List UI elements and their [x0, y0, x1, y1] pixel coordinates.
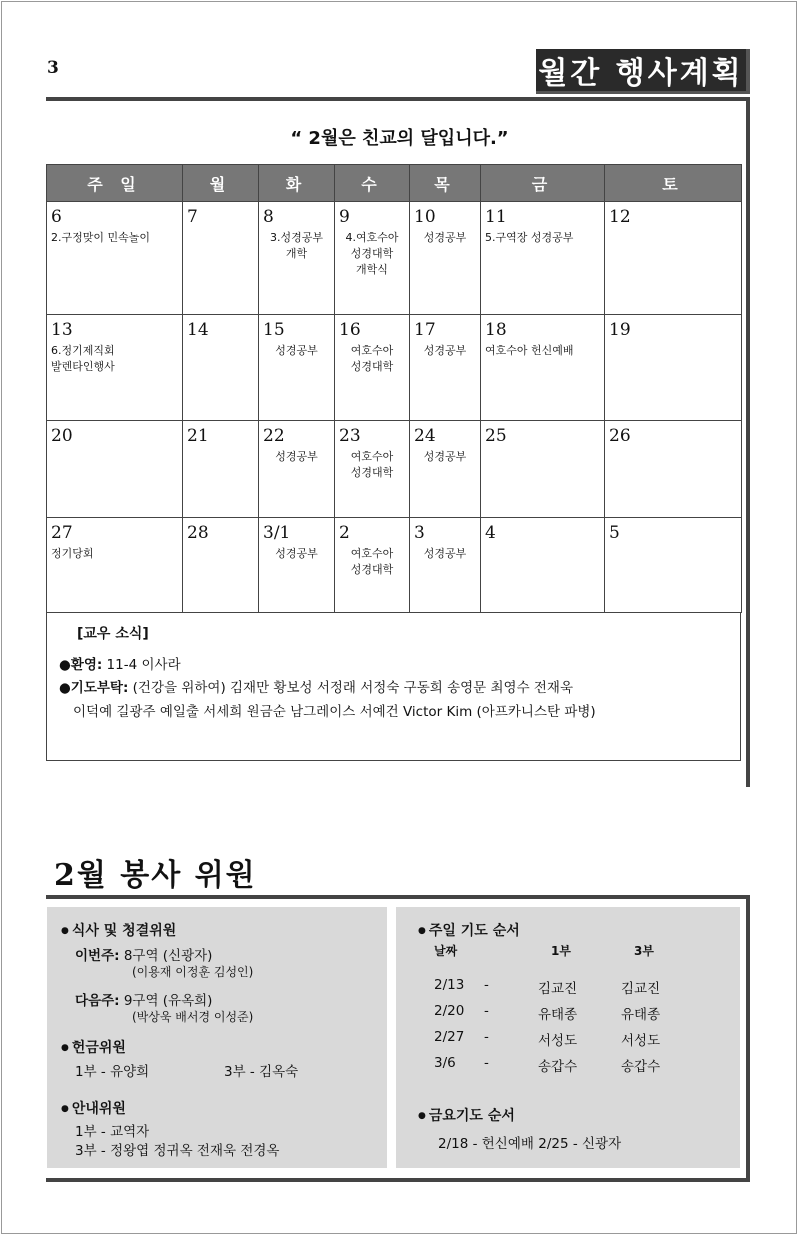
calendar-day-cell: [259, 518, 335, 613]
meal-next-week-label: 다음주:: [75, 993, 120, 1009]
service-committee-title: 2월 봉사 위원: [54, 858, 257, 893]
calendar-day-number: 28: [187, 523, 209, 543]
calendar-day-cell: [410, 421, 481, 518]
service-right-panel: [396, 907, 740, 1168]
sunday-prayer-third: 서성도: [621, 1033, 661, 1049]
calendar-event: 6.정기제직회 발렌타인행사: [51, 344, 115, 373]
calendar-day-cell: [481, 518, 605, 613]
calendar-day-number: 13: [51, 320, 73, 340]
calendar-week-row: [47, 518, 742, 613]
meal-this-week-value: 8구역 (신광자): [119, 948, 213, 964]
header-wednesday: 수: [335, 165, 410, 202]
page-number: 3: [47, 58, 59, 78]
calendar-day-number: 23: [339, 426, 361, 446]
header-saturday: 토: [605, 165, 742, 202]
calendar-event: 정기당회: [51, 547, 94, 560]
calendar-day-number: 4: [485, 523, 496, 543]
calendar-day-cell: [481, 315, 605, 421]
calendar-day-number: 17: [414, 320, 436, 340]
calendar-day-number: 10: [414, 207, 436, 227]
offering-first-service: 1부 - 유양희: [75, 1064, 150, 1080]
calendar-day-cell: [183, 518, 259, 613]
calendar-week-row: [47, 315, 742, 421]
calendar-day-number: 25: [485, 426, 507, 446]
calendar-day-number: 3/1: [263, 523, 291, 543]
calendar-event: 여호수아 헌신예배: [485, 344, 574, 357]
sunday-prayer-date: 2/27: [434, 1029, 465, 1045]
calendar-day-cell: [47, 518, 183, 613]
header-title: 월간 행사계획: [536, 49, 750, 94]
calendar-day-cell: [183, 421, 259, 518]
header-sunday: 주 일: [47, 165, 183, 202]
calendar-day-number: 12: [609, 207, 631, 227]
monthly-theme-quote: “ 2월은 친교의 달입니다.”: [290, 128, 509, 149]
calendar-day-number: 8: [263, 207, 274, 227]
calendar-day-cell: [47, 421, 183, 518]
sunday-prayer-first: 송갑수: [538, 1059, 578, 1075]
calendar-day-number: 18: [485, 320, 507, 340]
calendar-day-number: 2: [339, 523, 350, 543]
usher-first-service: 1부 - 교역자: [75, 1124, 150, 1140]
calendar-day-cell: [410, 518, 481, 613]
calendar-event: 성경공부: [275, 547, 318, 560]
calendar-event: 여호수아 성경대학: [350, 450, 394, 479]
calendar-week-row: [47, 421, 742, 518]
service-left-panel: [47, 907, 387, 1168]
meal-next-week-members: (박상욱 배서경 이성준): [132, 1010, 254, 1024]
calendar-day-number: 22: [263, 426, 285, 446]
calendar-day-number: 21: [187, 426, 209, 446]
calendar-event: 성경공부: [423, 547, 467, 560]
calendar-day-cell: [335, 518, 410, 613]
calendar-day-number: 9: [339, 207, 350, 227]
member-news-title: [교우 소식]: [77, 626, 149, 642]
calendar-event: 성경공부: [423, 344, 467, 357]
calendar-day-number: 6: [51, 207, 62, 227]
calendar-day-number: 19: [609, 320, 631, 340]
prayer-request-line: [59, 676, 573, 696]
sunday-prayer-dash: -: [484, 977, 489, 993]
sunday-prayer-first: 유태종: [538, 1007, 578, 1023]
calendar-header-row: [47, 165, 742, 202]
sunday-prayer-col-date: 날짜: [434, 944, 458, 958]
calendar-event: 5.구역장 성경공부: [485, 231, 574, 244]
welcome-label: ●환영:: [59, 657, 103, 673]
friday-prayer-title: ● 금요기도 순서: [418, 1105, 515, 1125]
calendar-event: 여호수아 성경대학: [350, 547, 394, 576]
sunday-prayer-title: ● 주일 기도 순서: [418, 920, 520, 940]
header-thursday: 목: [410, 165, 481, 202]
sunday-prayer-dash: -: [484, 1055, 489, 1071]
calendar-day-cell: [259, 202, 335, 315]
sunday-prayer-date: 2/13: [434, 977, 465, 993]
calendar-day-cell: [335, 202, 410, 315]
calendar-day-number: 3: [414, 523, 425, 543]
calendar-day-cell: [481, 421, 605, 518]
calendar-day-cell: [259, 421, 335, 518]
calendar-day-number: 26: [609, 426, 631, 446]
meal-committee-title: ● 식사 및 청결위원: [61, 920, 176, 940]
meal-next-week-value: 9구역 (유옥희): [119, 993, 213, 1009]
calendar-event: 성경공부: [423, 450, 467, 463]
prayer-request-line-2: 이덕예 길광주 예일출 서세희 원금순 남그레이스 서예건 Victor Kim (아프카니스탄 파병): [73, 704, 596, 720]
offering-third-service: 3부 - 김옥숙: [224, 1064, 299, 1080]
calendar-event: 4.여호수아 성경대학 개학식: [345, 231, 399, 276]
member-news-box: [46, 612, 741, 761]
calendar-day-number: 5: [609, 523, 620, 543]
prayer-request-label: ●기도부탁:: [59, 680, 129, 696]
sunday-prayer-third: 김교진: [621, 981, 661, 997]
calendar-day-cell: [481, 202, 605, 315]
usher-third-service: 3부 - 정왕엽 정귀옥 전재욱 전경옥: [75, 1143, 280, 1159]
meal-this-week: [75, 944, 212, 964]
calendar-day-cell: [335, 315, 410, 421]
calendar-day-cell: [47, 315, 183, 421]
header-monday: 월: [183, 165, 259, 202]
calendar-week-row: [47, 202, 742, 315]
calendar-day-cell: [410, 315, 481, 421]
calendar-day-number: 27: [51, 523, 73, 543]
calendar-day-number: 16: [339, 320, 361, 340]
calendar-day-number: 14: [187, 320, 209, 340]
header-tuesday: 화: [259, 165, 335, 202]
friday-prayer-schedule: 2/18 - 헌신예배 2/25 - 신광자: [438, 1136, 622, 1152]
prayer-request-text: (건강을 위하여) 김재만 황보성 서정래 서정숙 구동희 송영문 최영수 전재욱: [128, 680, 574, 696]
calendar-day-cell: [410, 202, 481, 315]
calendar-event: 성경공부: [275, 344, 318, 357]
sunday-prayer-col-third: 3부: [634, 944, 654, 958]
monthly-calendar: [46, 164, 742, 613]
calendar-day-cell: [259, 315, 335, 421]
calendar-day-cell: [183, 315, 259, 421]
welcome-text: 11-4 이사라: [102, 657, 181, 673]
calendar-day-cell: [605, 202, 742, 315]
sunday-prayer-date: 3/6: [434, 1055, 456, 1071]
usher-committee-title: ● 안내위원: [61, 1098, 126, 1118]
calendar-day-number: 15: [263, 320, 285, 340]
meal-this-week-members: (이용재 이정훈 김성인): [132, 965, 254, 979]
calendar-day-cell: [335, 421, 410, 518]
meal-next-week: [75, 989, 212, 1009]
calendar-event: 3.성경공부 개학: [270, 231, 323, 260]
welcome-line: [59, 653, 181, 673]
sunday-prayer-date: 2/20: [434, 1003, 465, 1019]
calendar-day-cell: [605, 518, 742, 613]
sunday-prayer-col-first: 1부: [551, 944, 571, 958]
calendar-day-number: 7: [187, 207, 198, 227]
sunday-prayer-third: 송갑수: [621, 1059, 661, 1075]
calendar-day-cell: [183, 202, 259, 315]
sunday-prayer-first: 서성도: [538, 1033, 578, 1049]
calendar-day-number: 24: [414, 426, 436, 446]
calendar-event: 성경공부: [275, 450, 318, 463]
offering-committee-title: ● 헌금위원: [61, 1037, 126, 1057]
sunday-prayer-dash: -: [484, 1029, 489, 1045]
calendar-day-number: 11: [485, 207, 507, 227]
sunday-prayer-first: 김교진: [538, 981, 578, 997]
header-friday: 금: [481, 165, 605, 202]
calendar-event: 여호수아 성경대학: [350, 344, 394, 373]
calendar-day-cell: [605, 421, 742, 518]
calendar-event: 성경공부: [423, 231, 467, 244]
meal-this-week-label: 이번주:: [75, 948, 120, 964]
sunday-prayer-dash: -: [484, 1003, 489, 1019]
calendar-day-number: 20: [51, 426, 73, 446]
sunday-prayer-third: 유태종: [621, 1007, 661, 1023]
calendar-event: 2.구정맞이 민속놀이: [51, 231, 150, 244]
calendar-day-cell: [47, 202, 183, 315]
calendar-day-cell: [605, 315, 742, 421]
